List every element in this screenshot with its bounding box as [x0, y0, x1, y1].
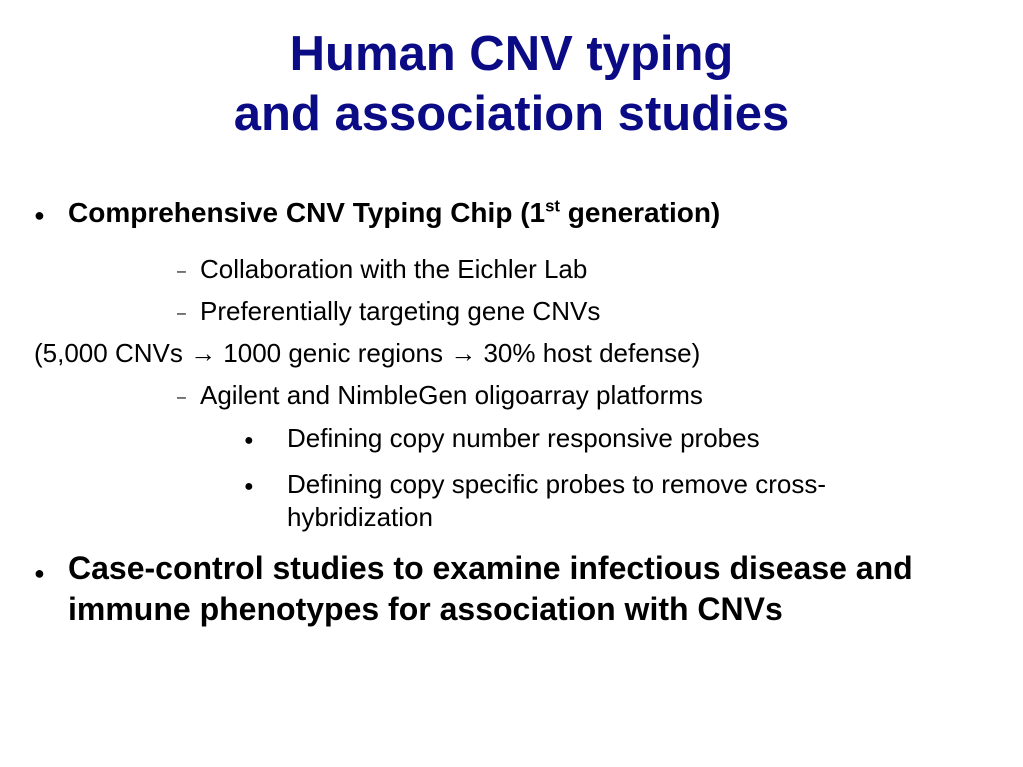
note-line: (5,000 CNVs → 1000 genic regions → 30% host defense)	[34, 338, 701, 368]
bullet-case-control: Case-control studies to examine infectious disease and immune phenotypes for association with CNVs	[68, 550, 913, 627]
bullet-icon: ●	[244, 432, 254, 449]
title-line-2: and association studies	[233, 87, 790, 141]
dash-icon: –	[177, 305, 186, 322]
superscript-st: st	[545, 196, 561, 216]
sub-item-platforms: Agilent and NimbleGen oligoarray platforms	[200, 380, 703, 410]
sub-item-gene-cnvs: Preferentially targeting gene CNVs	[200, 296, 601, 326]
sub-item-eichler: Collaboration with the Eichler Lab	[200, 254, 588, 284]
bullet-text-pre: Comprehensive CNV Typing Chip (1	[68, 197, 546, 228]
dash-icon: –	[177, 263, 186, 280]
slide-title	[0, 24, 1023, 144]
dash-icon: –	[177, 389, 186, 406]
subsub-item-copy-number: Defining copy number responsive probes	[287, 423, 760, 453]
bullet-icon: ●	[34, 563, 45, 583]
title-line-1: Human CNV typing	[289, 27, 734, 81]
subsub-item-copy-specific: Defining copy specific probes to remove cross-hybridization	[287, 469, 827, 532]
bullet-icon: ●	[34, 205, 45, 225]
bullet-icon: ●	[244, 478, 254, 495]
bullet-text-post: generation)	[560, 197, 721, 228]
bullet-comprehensive-chip	[68, 197, 720, 229]
